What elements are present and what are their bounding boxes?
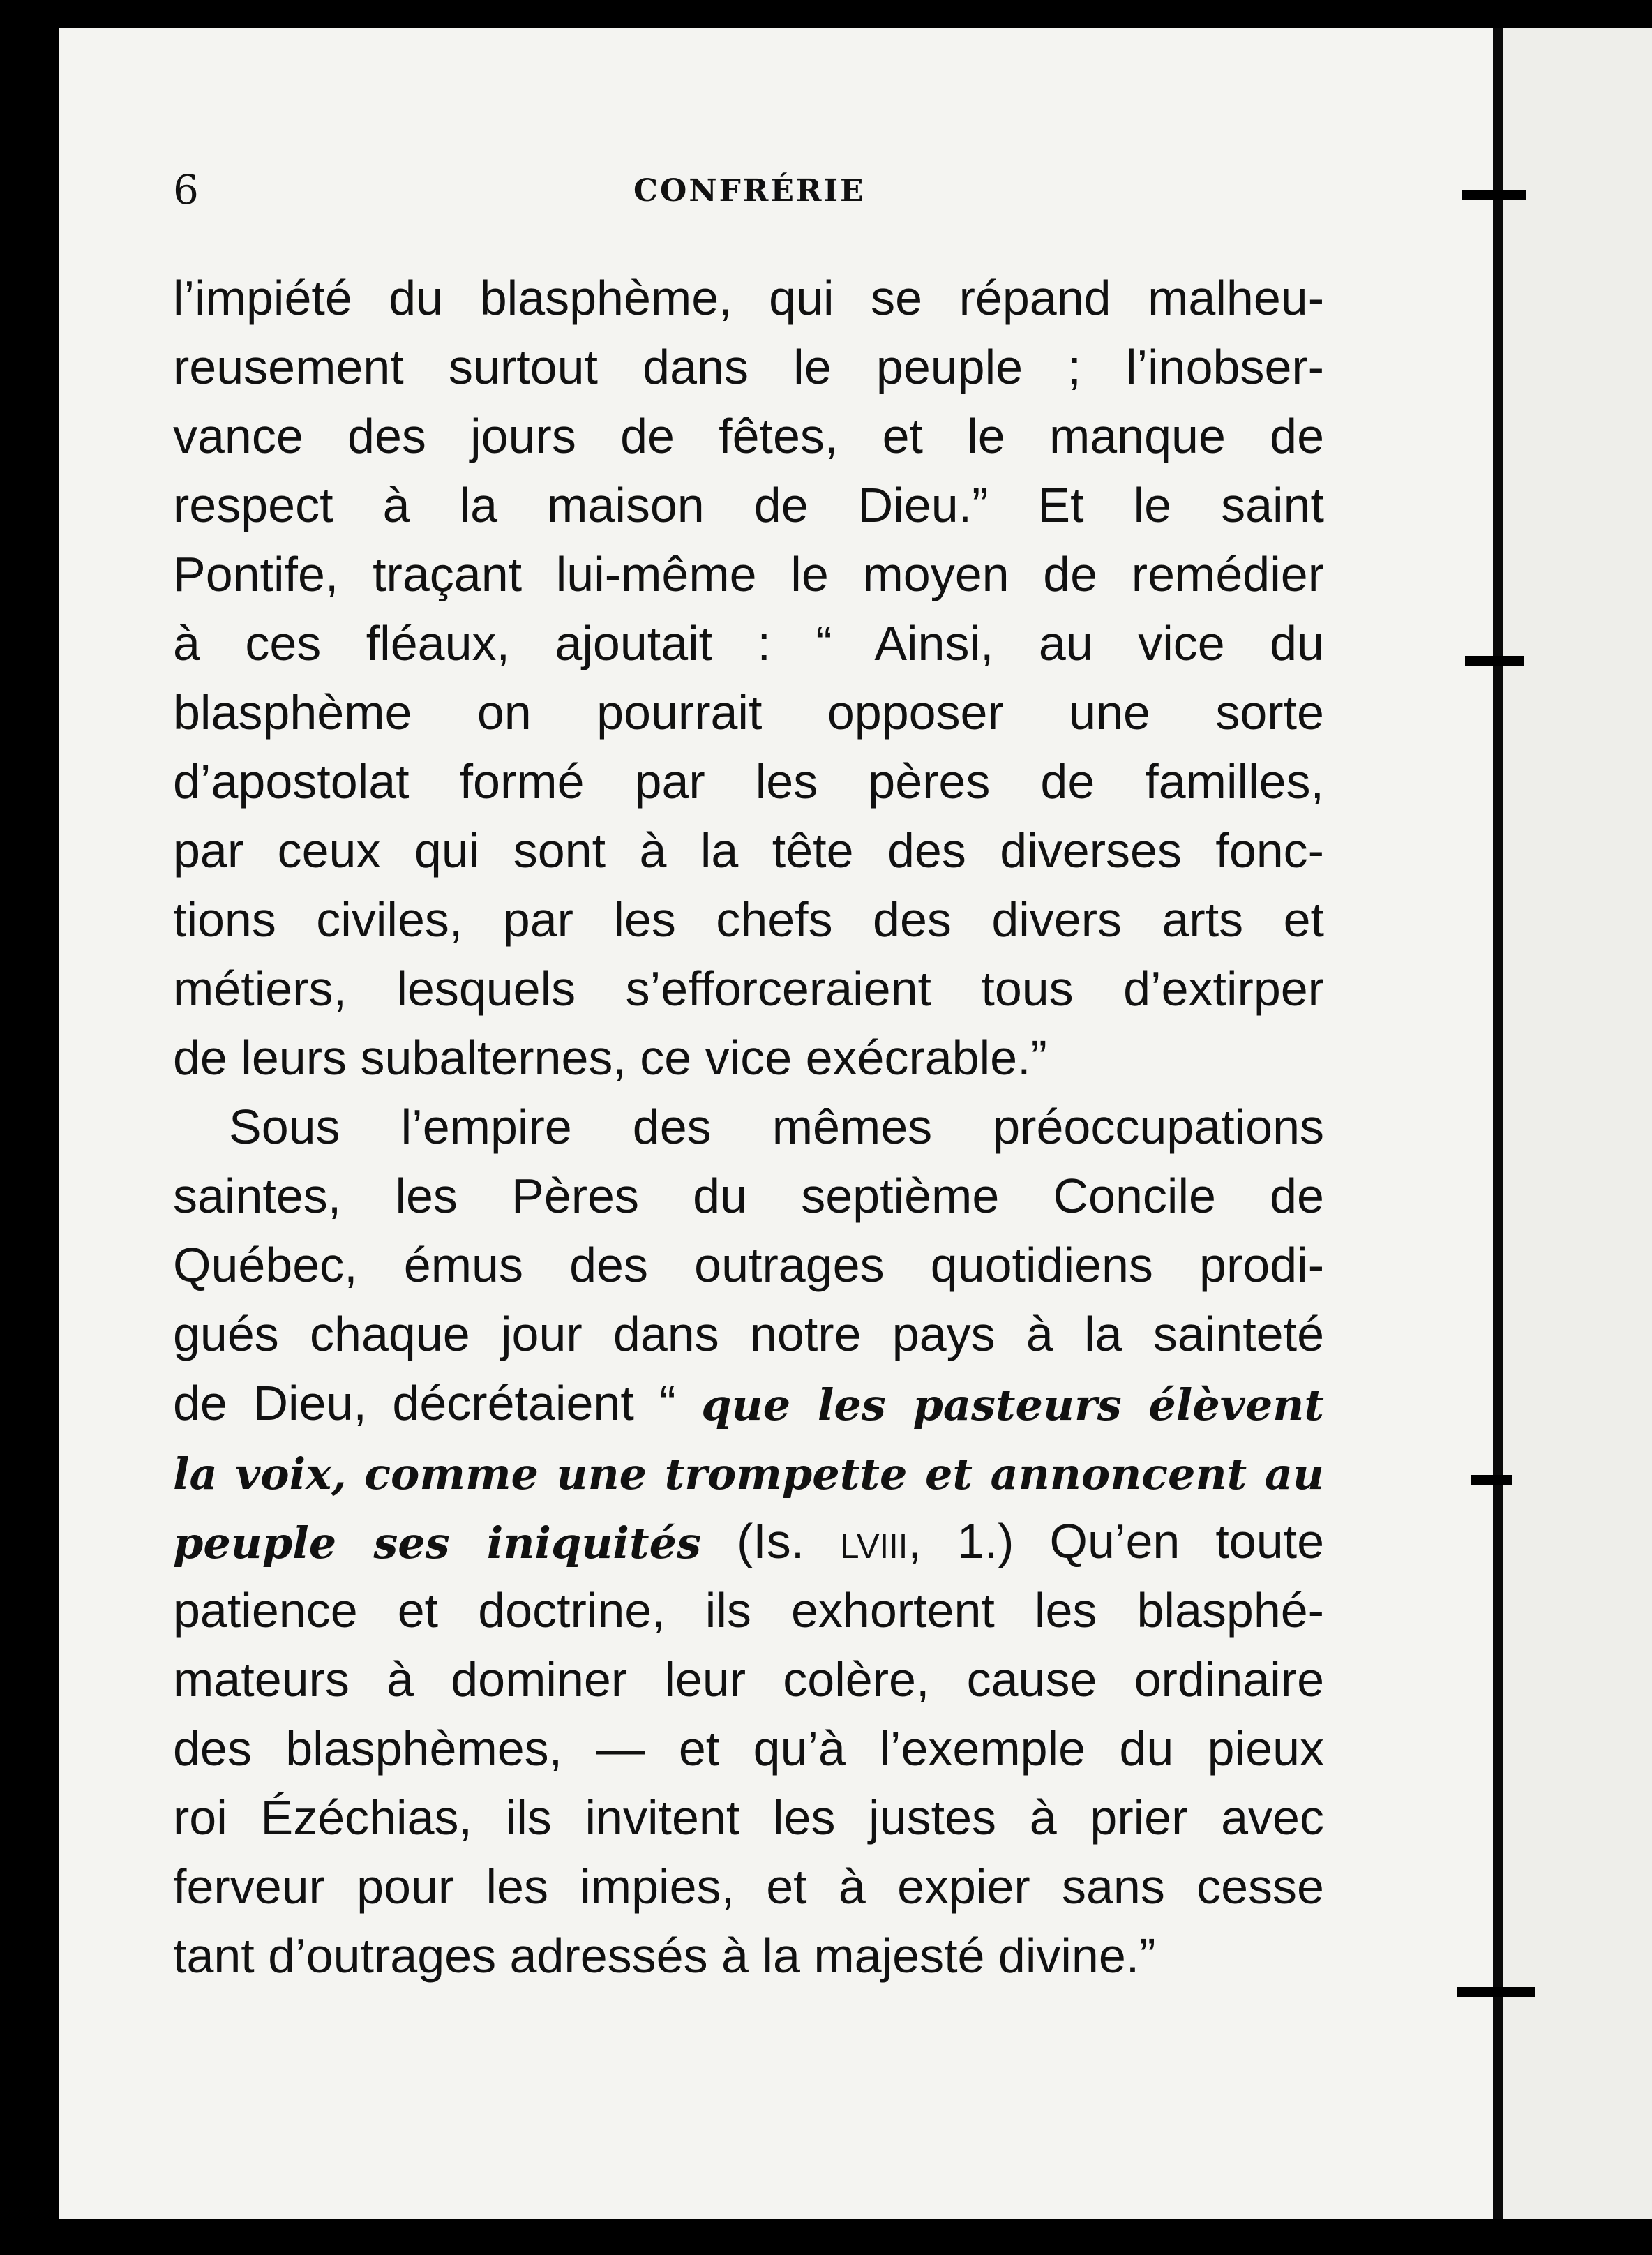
- italic-quote: la voix, comme une trompette et annoncent au: [173, 1448, 1324, 1499]
- gutter-mark: [1457, 1987, 1535, 1997]
- text-line: saintes, les Pères du septième Concile de: [173, 1169, 1324, 1223]
- italic-quote: peuple ses iniquités: [173, 1518, 701, 1568]
- text-line: Québec, émus des outrages quotidiens prodi-: [173, 1238, 1324, 1292]
- text-line: des blasphèmes, — et qu’à l’exemple du pieux: [173, 1721, 1324, 1776]
- text-line: l’impiété du blasphème, qui se répand malheu-: [173, 271, 1324, 325]
- text-line: peuple ses iniquités (Is. lviii, 1.) Qu’en toute: [173, 1514, 1325, 1568]
- text-line: vance des jours de fêtes, et le manque de: [173, 409, 1324, 463]
- gutter-mark: [1465, 656, 1524, 666]
- scripture-reference: lviii: [840, 1514, 908, 1568]
- text-line: blasphème on pourrait opposer une sorte: [173, 685, 1324, 740]
- text-line: [173, 1438, 1324, 1507]
- text-line: d’apostolat formé par les pères de familles,: [173, 754, 1324, 809]
- text-line: tant d’outrages adressés à la majesté divine.”: [173, 1928, 1156, 1983]
- text-line: respect à la maison de Dieu.” Et le saint: [173, 478, 1324, 532]
- text-line: tions civiles, par les chefs des divers arts et: [173, 892, 1324, 947]
- running-title: CONFRÉRIE: [633, 173, 866, 209]
- page-gutter: [1493, 28, 1503, 2219]
- text-line: roi Ézéchias, ils invitent les justes à prier avec: [173, 1790, 1324, 1845]
- text-line: Pontife, traçant lui-même le moyen de remédier: [173, 547, 1324, 601]
- gutter-mark: [1471, 1475, 1512, 1485]
- text-line: de Dieu, décrétaient “ que les pasteurs élèvent: [173, 1376, 1324, 1430]
- text-line: à ces fléaux, ajoutait : “ Ainsi, au vice du: [173, 616, 1324, 670]
- text-line: patience et doctrine, ils exhortent les blasphé-: [173, 1583, 1324, 1638]
- page-number: 6: [173, 166, 199, 213]
- text-line: gués chaque jour dans notre pays à la sainteté: [173, 1307, 1324, 1361]
- text-line: métiers, lesquels s’efforceraient tous d’extirper: [173, 961, 1324, 1016]
- gutter-mark: [1462, 190, 1526, 200]
- page-header: [173, 166, 1324, 215]
- italic-quote: que les pasteurs élèvent: [701, 1379, 1324, 1430]
- body-text: [173, 264, 1324, 1991]
- text-line: ferveur pour les impies, et à expier sans cesse: [173, 1859, 1324, 1914]
- paragraph-first-line: Sous l’empire des mêmes préoccupations: [229, 1100, 1324, 1154]
- facing-page-edge: [1503, 28, 1652, 2219]
- text-line: reusement surtout dans le peuple ; l’inobser-: [173, 340, 1324, 394]
- text-line: de leurs subalternes, ce vice exécrable.”: [173, 1031, 1047, 1085]
- text-line: par ceux qui sont à la tête des diverses fonc-: [173, 823, 1324, 878]
- text-line: mateurs à dominer leur colère, cause ordinaire: [173, 1652, 1324, 1707]
